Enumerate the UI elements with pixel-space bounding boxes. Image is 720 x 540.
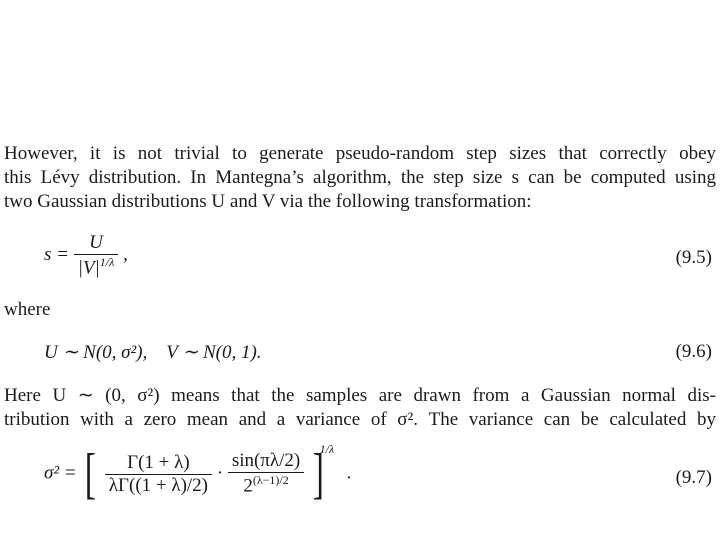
paragraph-intro (4, 142, 716, 214)
equation-9-5 (44, 232, 128, 279)
fraction-denominator (74, 254, 119, 279)
paragraph-line: Here U ∼ (0, σ²) means that the samples are drawn from a Gaussian normal dis- (4, 385, 716, 406)
equation-lhs: s = (44, 244, 69, 266)
fraction-denominator (228, 472, 304, 497)
left-bracket: [ (85, 443, 97, 505)
denominator-base: |V| (77, 257, 100, 279)
equation-lhs: σ² = (44, 462, 77, 484)
equation-9-6: U ∼ N(0, σ²), V ∼ N(0, 1). (44, 342, 262, 363)
multiply-dot: · (216, 462, 224, 484)
fraction-denominator: λΓ((1 + λ)/2) (105, 474, 212, 497)
paragraph-line: two Gaussian distributions U and V via the following transformation: (4, 191, 532, 212)
denominator-exponent: (λ−1)/2 (252, 473, 289, 488)
right-bracket: ] (312, 443, 324, 505)
paragraph-line: However, it is not trivial to generate pseudo-random step sizes that correctly obey (4, 143, 716, 164)
paragraph-line: this Lévy distribution. In Mantegna’s algorithm, the step size s can be computed using (4, 167, 716, 188)
fraction-gamma (105, 452, 212, 497)
paragraph-variance (4, 384, 716, 432)
fraction-numerator: U (89, 232, 103, 253)
equation-tail: . (346, 462, 352, 484)
paragraph-line: tribution with a zero mean and a variance of σ². The variance can be calculated by (4, 409, 716, 430)
equation-number: (9.5) (675, 247, 712, 268)
equation-tail: , (123, 244, 128, 266)
fraction (74, 232, 119, 279)
equation-9-7 (44, 442, 352, 505)
fraction-numerator: Γ(1 + λ) (127, 451, 190, 473)
fraction-sine (228, 450, 304, 497)
fraction-numerator: sin(πλ/2) (231, 450, 301, 472)
equation-number: (9.6) (675, 341, 712, 362)
outer-exponent: 1/λ (319, 442, 335, 457)
equation-number: (9.7) (675, 467, 712, 488)
denominator-exponent: 1/λ (99, 255, 115, 269)
denominator-base: 2 (243, 475, 253, 497)
where-text: where (4, 299, 51, 320)
